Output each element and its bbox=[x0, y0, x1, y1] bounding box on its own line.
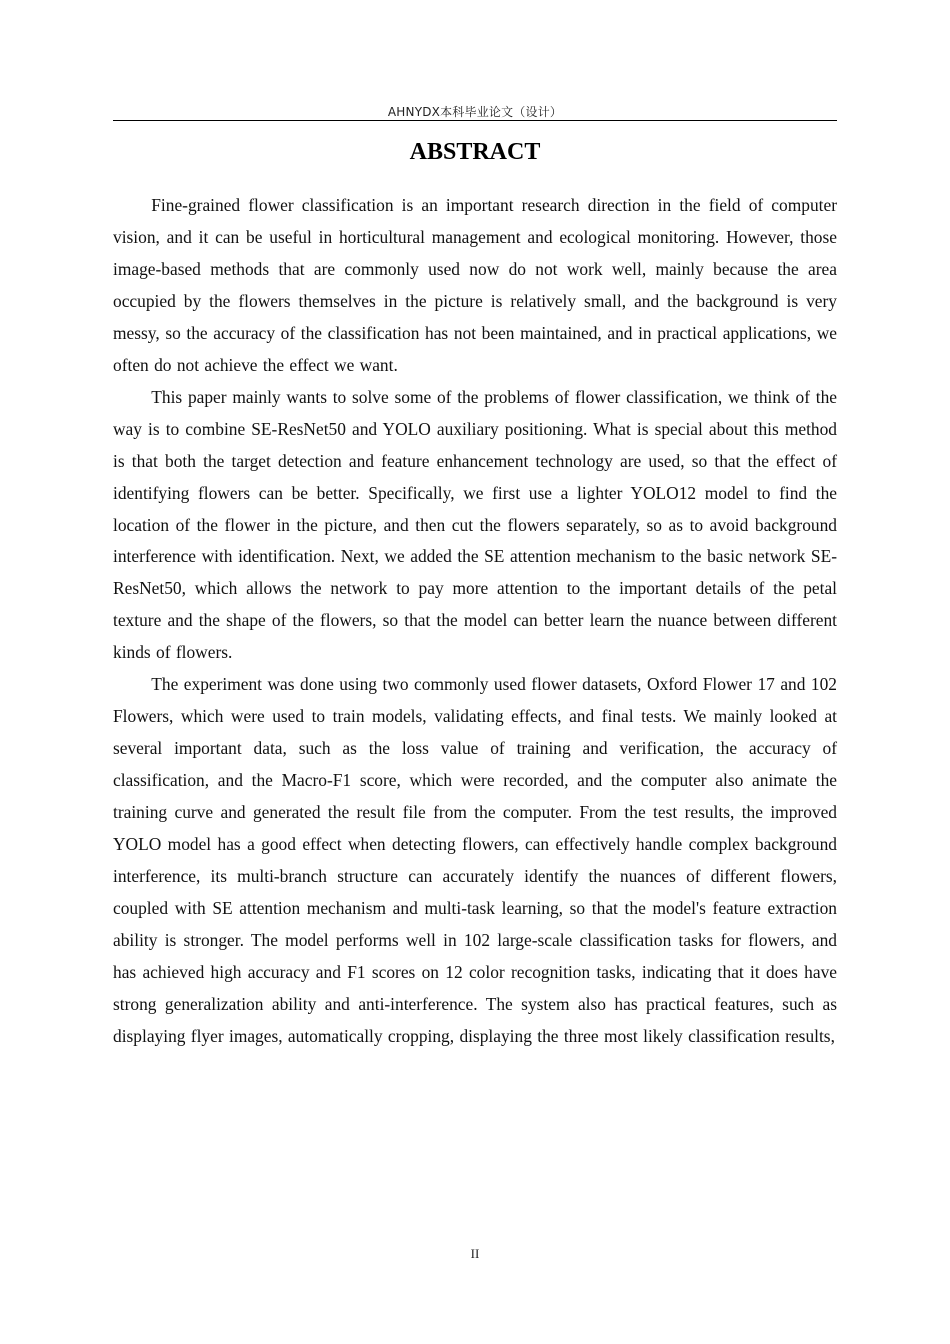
header-rule bbox=[113, 120, 837, 121]
abstract-paragraph-3: The experiment was done using two commonly used flower datasets, Oxford Flower 17 and 102 Flowers, which were used to train models, validating effects, and final tests. We mainly looked at several important data, such as the loss value of training and verification, the accuracy of classification, and the Macro-F1 score, which were recorded, and the computer also animate the training curve and generated the result file from the computer. From the test results, the improved YOLO model has a good effect when detecting flowers, can effectively handle complex background interference, its multi-branch structure can accurately identify the nuances of different flowers, coupled with SE attention mechanism and multi-task learning, so that the model's feature extraction ability is stronger. The model performs well in 102 large-scale classification tasks for flowers, and has achieved high accuracy and F1 scores on 12 color recognition tasks, indicating that it does have strong generalization ability and anti-interference. The system also has practical features, such as displaying flyer images, automatically cropping, displaying the three most likely classification results, bbox=[113, 674, 837, 1046]
page-number: II bbox=[470, 1246, 480, 1261]
abstract-body bbox=[113, 190, 837, 1053]
abstract-paragraph-1: Fine-grained flower classification is an important research direction in the field of computer vision, and it can be useful in horticultural management and ecological monitoring. However, those image-based methods that are commonly used now do not work well, mainly because the area occupied by the flowers themselves in the picture is relatively small, and the background is very messy, so the accuracy of the classification has not been maintained, and in practical applications, we often do not achieve the effect we want. bbox=[113, 195, 837, 375]
abstract-paragraph-2: This paper mainly wants to solve some of the problems of flower classification, we think of the way is to combine SE-ResNet50 and YOLO auxiliary positioning. What is special about this method is that both the target detection and feature enhancement technology are used, so that the effect of identifying flowers can be better. Specifically, we first use a lighter YOLO12 model to find the location of the flower in the picture, and then cut the flowers separately, so as to avoid background interference with identification. Next, we added the SE attention mechanism to the basic network SE-ResNet50, which allows the network to pay more attention to the important details of the petal texture and the shape of the flowers, so that the model can better learn the nuance between different kinds of flowers. bbox=[113, 386, 837, 663]
abstract-title: ABSTRACT bbox=[409, 139, 541, 165]
running-header: AHNYDX本科毕业论文（设计） bbox=[387, 105, 563, 119]
